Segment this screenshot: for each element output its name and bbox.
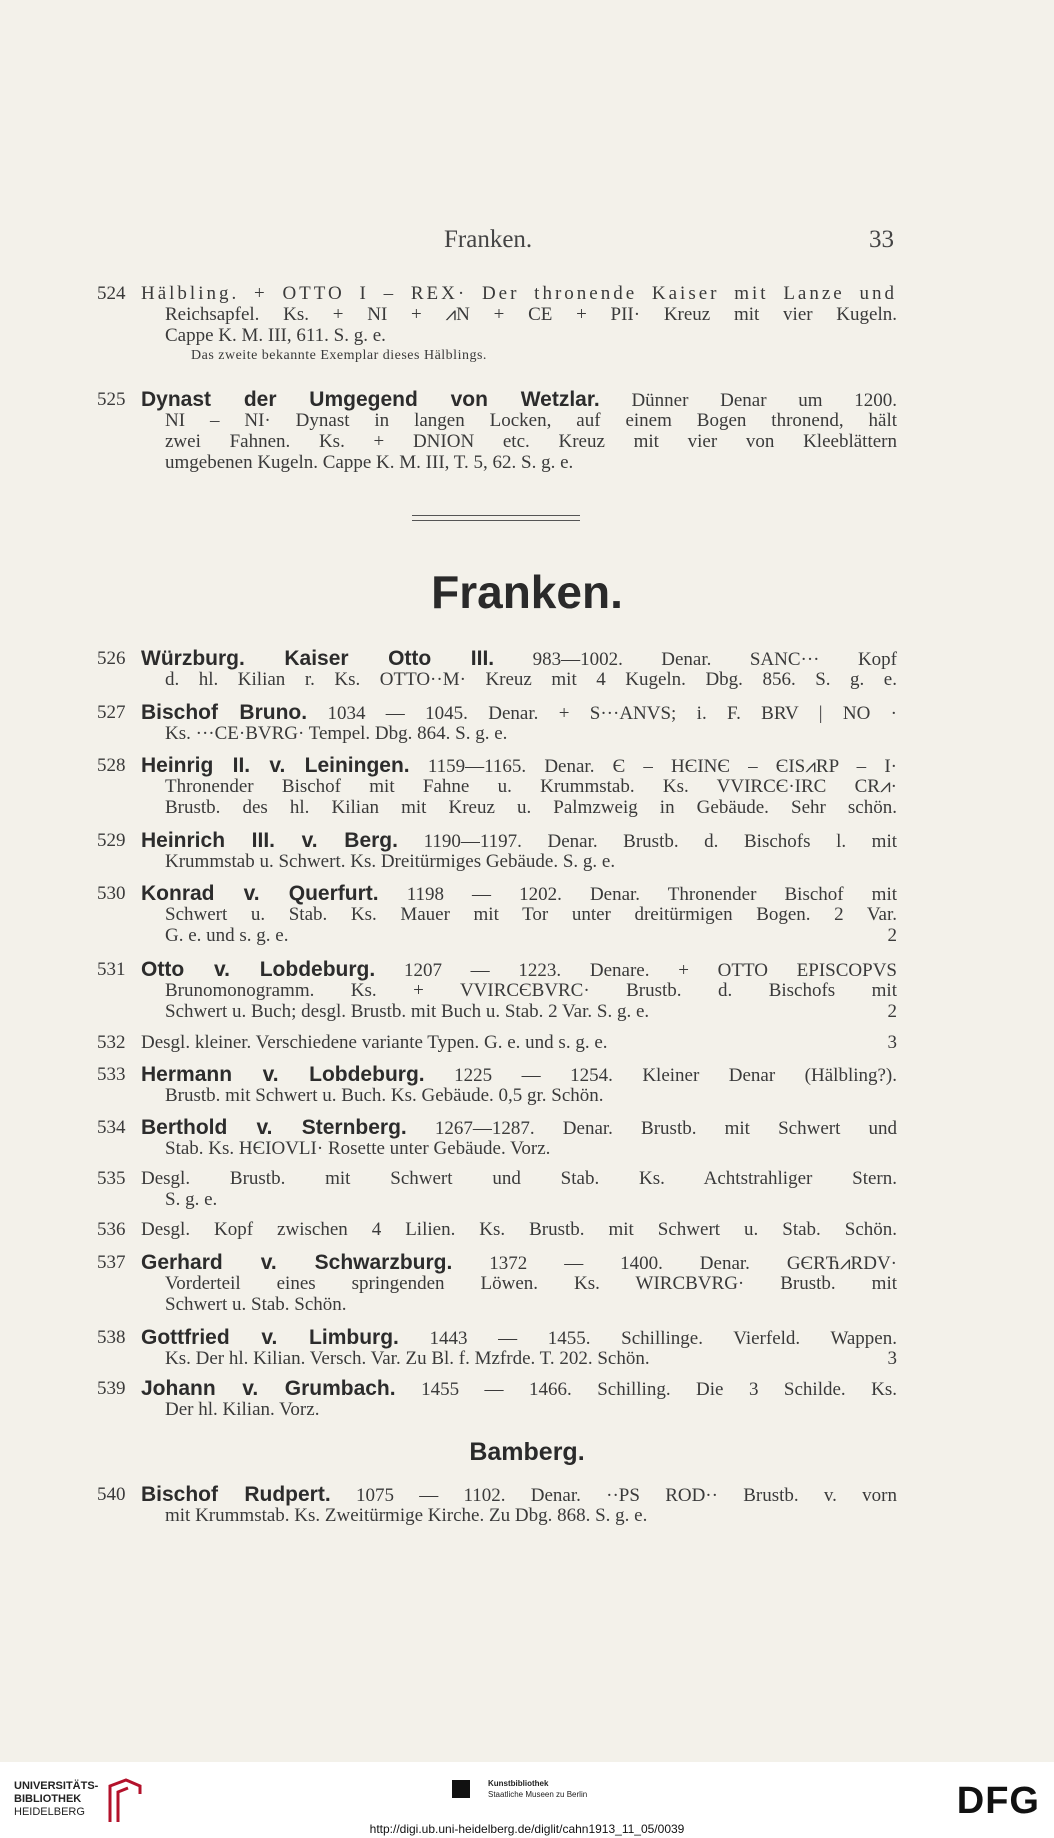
entry-text: 1372 — 1400. Denar. GЄRЋ⩘RDV· — [489, 1253, 898, 1274]
entry-value: 3 — [887, 1032, 897, 1053]
entry-line: mit Krummstab. Ks. Zweitürmige Kirche. Zu Dbg. 868. S. g. e. — [165, 1505, 648, 1526]
uni-line: HEIDELBERG — [14, 1806, 85, 1818]
entry-name: Gottfried v. Limburg. — [141, 1326, 399, 1349]
kb-line: Kunstbibliothek — [488, 1779, 549, 1788]
entry-name: Bischof Rudpert. — [141, 1483, 331, 1506]
entry-text: Ks. Der hl. Kilian. Versch. Var. Zu Bl. f. Mzfrde. T. 202. Schön. — [165, 1348, 650, 1369]
entry-name: Würzburg. Kaiser Otto III. — [141, 647, 495, 670]
entry-line: Brunomonogramm. Ks. + VVIRCЄBVRC· Brustb. d. Bischofs mit — [165, 980, 897, 1001]
entry-text: 1190—1197. Denar. Brustb. d. Bischofs l. mit — [423, 831, 898, 852]
entry-name: Berthold v. Sternberg. — [141, 1116, 407, 1139]
entry-name: Bischof Bruno. — [141, 701, 308, 724]
subsection-title: Bamberg. — [469, 1438, 585, 1466]
entry-line — [141, 883, 897, 904]
entry-line — [141, 959, 897, 980]
entry-line — [141, 755, 897, 776]
catalog-entry-540 — [97, 1484, 897, 1526]
entry-line: Vorderteil eines springenden Löwen. Ks. WIRCBVRG· Brustb. mit — [165, 1273, 897, 1294]
entry-note: Das zweite bekannte Exemplar dieses Hälblings. — [191, 348, 487, 363]
entry-line — [141, 648, 897, 669]
entry-line — [141, 283, 897, 304]
entry-text: Hälbling. + OTTO I – REX· Der thronende Kaiser mit Lanze und — [141, 283, 897, 304]
catalog-entry-525 — [97, 389, 897, 473]
entry-line: Schwert u. Stab. Ks. Mauer mit Tor unter dreitürmigen Bogen. 2 Var. — [165, 904, 897, 925]
running-head — [0, 226, 1054, 256]
entry-text: 983—1002. Denar. SANC··· Kopf — [532, 649, 898, 670]
entry-line: Brustb. des hl. Kilian mit Kreuz u. Palmzweig in Gebäude. Sehr schön. — [165, 797, 897, 818]
catalog-entry-534 — [97, 1117, 897, 1159]
entry-text: 1207 — 1223. Denare. + OTTO EPISCOPVS — [403, 960, 897, 981]
running-head-title: Franken. — [444, 226, 533, 253]
entry-line: Reichsapfel. Ks. + NI + ⩘N + CE + PII· Kreuz mit vier Kugeln. — [165, 304, 897, 325]
entry-text: 1267—1287. Denar. Brustb. mit Schwert und — [434, 1118, 897, 1139]
entry-line — [141, 702, 897, 723]
catalog-entry-531 — [97, 959, 897, 1022]
university-logo-icon[interactable] — [106, 1778, 144, 1824]
catalog-entry-526 — [97, 648, 897, 690]
entry-line: Desgl. Kopf zwischen 4 Lilien. Ks. Brustb. mit Schwert u. Stab. Schön. — [141, 1219, 897, 1240]
entry-line: Ks. ···CE·BVRG· Tempel. Dbg. 864. S. g. e. — [165, 723, 508, 744]
entry-number: 540 — [97, 1484, 126, 1505]
entry-number: 537 — [97, 1252, 126, 1273]
entry-name: Heinrich III. v. Berg. — [141, 829, 398, 852]
uni-line: BIBLIOTHEK — [14, 1793, 82, 1805]
entry-line: d. hl. Kilian r. Ks. OTTO··M· Kreuz mit 4 Kugeln. Dbg. 856. S. g. e. — [165, 669, 897, 690]
entry-name: Heinrig II. v. Leiningen. — [141, 754, 410, 777]
kunstbibliothek-name[interactable] — [488, 1778, 587, 1800]
entry-number: 539 — [97, 1378, 126, 1399]
entry-line — [141, 1484, 897, 1505]
entry-line — [141, 1252, 897, 1273]
entry-number: 534 — [97, 1117, 126, 1138]
entry-line: Brustb. mit Schwert u. Buch. Ks. Gebäude. 0,5 gr. Schön. — [165, 1085, 604, 1106]
section-divider — [412, 520, 580, 521]
section-divider — [412, 515, 580, 516]
entry-text: 1198 — 1202. Denar. Thronender Bischof mit — [406, 884, 898, 905]
entry-value: 2 — [887, 1001, 897, 1022]
entry-name: Dynast der Umgegend von Wetzlar. — [141, 388, 600, 411]
catalog-entry-538 — [97, 1327, 897, 1369]
catalog-entry-524 — [97, 283, 897, 366]
footer-bar — [0, 1762, 1054, 1838]
entry-number: 535 — [97, 1168, 126, 1189]
entry-text: 1455 — 1466. Schilling. Die 3 Schilde. Ks. — [421, 1379, 897, 1400]
catalog-entry-530 — [97, 883, 897, 946]
entry-line: Desgl. Brustb. mit Schwert und Stab. Ks. Achtstrahliger Stern. — [141, 1168, 897, 1189]
entry-line: S. g. e. — [165, 1189, 218, 1210]
entry-number: 530 — [97, 883, 126, 904]
entry-number: 538 — [97, 1327, 126, 1348]
entry-text: Desgl. kleiner. Verschiedene variante Typen. G. e. und s. g. e. — [141, 1032, 608, 1053]
catalog-entry-527 — [97, 702, 897, 744]
entry-line: Krummstab u. Schwert. Ks. Dreitürmiges Gebäude. S. g. e. — [165, 851, 616, 872]
entry-text: 1225 — 1254. Kleiner Denar (Hälbling?). — [454, 1065, 898, 1086]
dfg-logo[interactable]: DFG — [956, 1780, 1040, 1822]
entry-text: 1159—1165. Denar. Є – HЄINЄ – ЄIS⩘RP – I· — [427, 756, 897, 777]
catalog-entry-528 — [97, 755, 897, 818]
entry-line — [141, 830, 897, 851]
entry-line: Cappe K. M. III, 611. S. g. e. — [165, 325, 386, 346]
entry-text: G. e. und s. g. e. — [165, 925, 289, 946]
permalink-url[interactable]: http://digi.ub.uni-heidelberg.de/diglit/cahn1913_11_05/0039 — [369, 1822, 685, 1836]
entry-name: Hermann v. Lobdeburg. — [141, 1063, 425, 1086]
catalog-entry-533 — [97, 1064, 897, 1106]
entry-text: 1034 — 1045. Denar. + S···ANVS; i. F. BRV | NO · — [327, 703, 897, 724]
entry-number: 527 — [97, 702, 126, 723]
entry-line — [141, 1348, 897, 1369]
catalog-entry-536 — [97, 1219, 897, 1240]
entry-line — [141, 389, 897, 410]
entry-line: zwei Fahnen. Ks. + DNION etc. Kreuz mit vier von Kleeblättern — [165, 431, 897, 452]
entry-line: Thronender Bischof mit Fahne u. Krummstab. Ks. VVIRCЄ·IRC CR⩘· — [165, 776, 897, 797]
entry-text: 1443 — 1455. Schillinge. Vierfeld. Wappen. — [429, 1328, 897, 1349]
entry-line: NI – NI· Dynast in langen Locken, auf einem Bogen thronend, hält — [165, 410, 897, 431]
entry-line — [141, 1327, 897, 1348]
entry-value: 3 — [887, 1348, 897, 1369]
entry-number: 536 — [97, 1219, 126, 1240]
catalog-entry-535 — [97, 1168, 897, 1210]
uni-line: UNIVERSITÄTS- — [14, 1780, 99, 1792]
entry-line — [141, 1117, 897, 1138]
entry-line — [141, 925, 897, 946]
entry-line — [141, 1032, 897, 1053]
catalog-entry-539 — [97, 1378, 897, 1420]
entry-value: 2 — [887, 925, 897, 946]
entry-line — [141, 1001, 897, 1022]
entry-name: Konrad v. Querfurt. — [141, 882, 379, 905]
entry-line: Schwert u. Stab. Schön. — [165, 1294, 347, 1315]
university-library-name[interactable] — [14, 1780, 98, 1819]
page-number: 33 — [869, 226, 894, 253]
entry-number: 529 — [97, 830, 126, 851]
entry-name: Gerhard v. Schwarzburg. — [141, 1251, 453, 1274]
entry-number: 528 — [97, 755, 126, 776]
entry-line — [141, 1378, 897, 1399]
entry-line: Stab. Ks. HЄIOVLI· Rosette unter Gebäude. Vorz. — [165, 1138, 551, 1159]
entry-number: 532 — [97, 1032, 126, 1053]
entry-line: Der hl. Kilian. Vorz. — [165, 1399, 320, 1420]
catalog-entry-532 — [97, 1032, 897, 1053]
catalog-entry-529 — [97, 830, 897, 872]
entry-number: 526 — [97, 648, 126, 669]
entry-name: Otto v. Lobdeburg. — [141, 958, 376, 981]
kunstbibliothek-logo-icon[interactable] — [452, 1780, 470, 1798]
entry-number: 533 — [97, 1064, 126, 1085]
entry-line — [141, 1064, 897, 1085]
entry-text: 1075 — 1102. Denar. ··PS ROD·· Brustb. v. vorn — [355, 1485, 898, 1506]
entry-text: Dünner Denar um 1200. — [631, 390, 898, 411]
entry-number: 524 — [97, 283, 126, 304]
catalog-entry-537 — [97, 1252, 897, 1315]
entry-line: umgebenen Kugeln. Cappe K. M. III, T. 5, 62. S. g. e. — [165, 452, 574, 473]
kb-line: Staatliche Museen zu Berlin — [488, 1790, 588, 1799]
entry-name: Johann v. Grumbach. — [141, 1377, 396, 1400]
entry-number: 531 — [97, 959, 126, 980]
entry-number: 525 — [97, 389, 126, 410]
section-title: Franken. — [431, 566, 623, 618]
entry-text: Schwert u. Buch; desgl. Brustb. mit Buch u. Stab. 2 Var. S. g. e. — [165, 1001, 650, 1022]
